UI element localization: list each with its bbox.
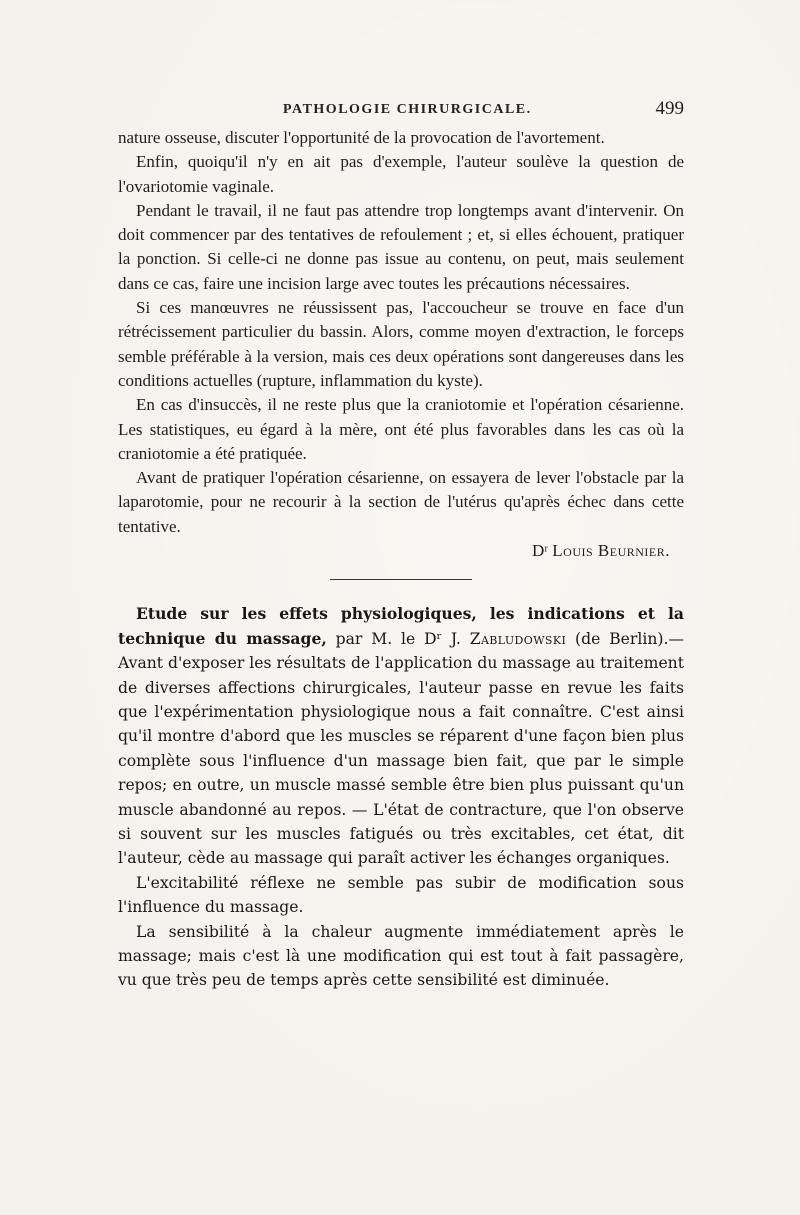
signature-name: Louis Beurnier. <box>552 541 670 561</box>
page-number: 499 <box>655 98 684 119</box>
article-author: Zabludowski <box>469 629 567 648</box>
article-paragraph-2: L'excitabilité réflexe ne semble pas subir de modification sous l'influence du massage. <box>118 873 684 917</box>
paragraph-1: nature osseuse, discuter l'opportunité de la provocation de l'avortement. <box>118 128 605 147</box>
paragraph-6: Avant de pratiquer l'opération césarienne, on essayera de lever l'obstacle par la laparotomie, pour ne recourir à la section de l'utérus qu'après échec dans cette tentative. <box>118 468 684 536</box>
article-massage <box>118 602 684 993</box>
paragraph-5: En cas d'insuccès, il ne reste plus que la craniotomie et l'opération césarienne. Les statistiques, eu égard à la mère, ont été plus favorables dans les cas où la craniotomie a été pratiquée. <box>118 395 684 463</box>
article-paragraph-1-text: —Avant d'exposer les résultats de l'application du massage au traitement de diverses affections chirurgicales, l'auteur passe en revue les faits que l'expérimentation physiologique nous a fait connaître. C'est ainsi qu'il montre d'abord que les muscles se réparent d'une façon bien plus complète sous l'influence d'un massage bien fait, que par le simple repos; en outre, un muscle massé semble être bien plus puissant qu'un muscle abandonné au repos. — L'état de contracture, que l'on observe si souvent sur les muscles fatigués ou très excitables, cet état, dit l'auteur, cède au massage qui paraît activer les échanges organiques. <box>118 629 684 868</box>
article-author-suffix: (de Berlin). <box>566 629 669 648</box>
author-signature <box>118 539 684 563</box>
article-paragraph-1 <box>118 602 684 870</box>
running-head: PATHOLOGIE CHIRURGICALE. <box>283 102 532 117</box>
article-title: Etude sur les effets physiologiques, les indications et la technique du massage, <box>118 604 684 648</box>
paragraph-2: Enfin, quoiqu'il n'y en ait pas d'exemple, l'auteur soulève la question de l'ovariotomie vaginale. <box>118 152 684 196</box>
article-paragraph-3: La sensibilité à la chaleur augmente immédiatement après le massage; mais c'est là une modification qui est tout à fait passagère, vu que très peu de temps après cette sensibilité est diminuée. <box>118 922 684 990</box>
article-by: par M. le Dʳ J. <box>326 629 470 648</box>
body-text <box>118 126 684 993</box>
paragraph-4: Si ces manœuvres ne réussissent pas, l'accoucheur se trouve en face d'un rétrécissement particulier du bassin. Alors, comme moyen d'extraction, le forceps semble préférable à la version, mais ces deux opérations sont dangereuses dans les conditions actuelles (rupture, inflammation du kyste). <box>118 298 684 390</box>
page-header <box>118 100 684 124</box>
section-divider <box>330 579 472 580</box>
signature-prefix: Dʳ <box>532 541 553 561</box>
paragraph-3: Pendant le travail, il ne faut pas attendre trop longtemps avant d'intervenir. On doit commencer par des tentatives de refoulement ; et, si elles échouent, pratiquer la ponction. Si celle-ci ne donne pas issue au contenu, on peut, mais seulement dans ce cas, faire une incision large avec toutes les précautions nécessaires. <box>118 200 684 293</box>
